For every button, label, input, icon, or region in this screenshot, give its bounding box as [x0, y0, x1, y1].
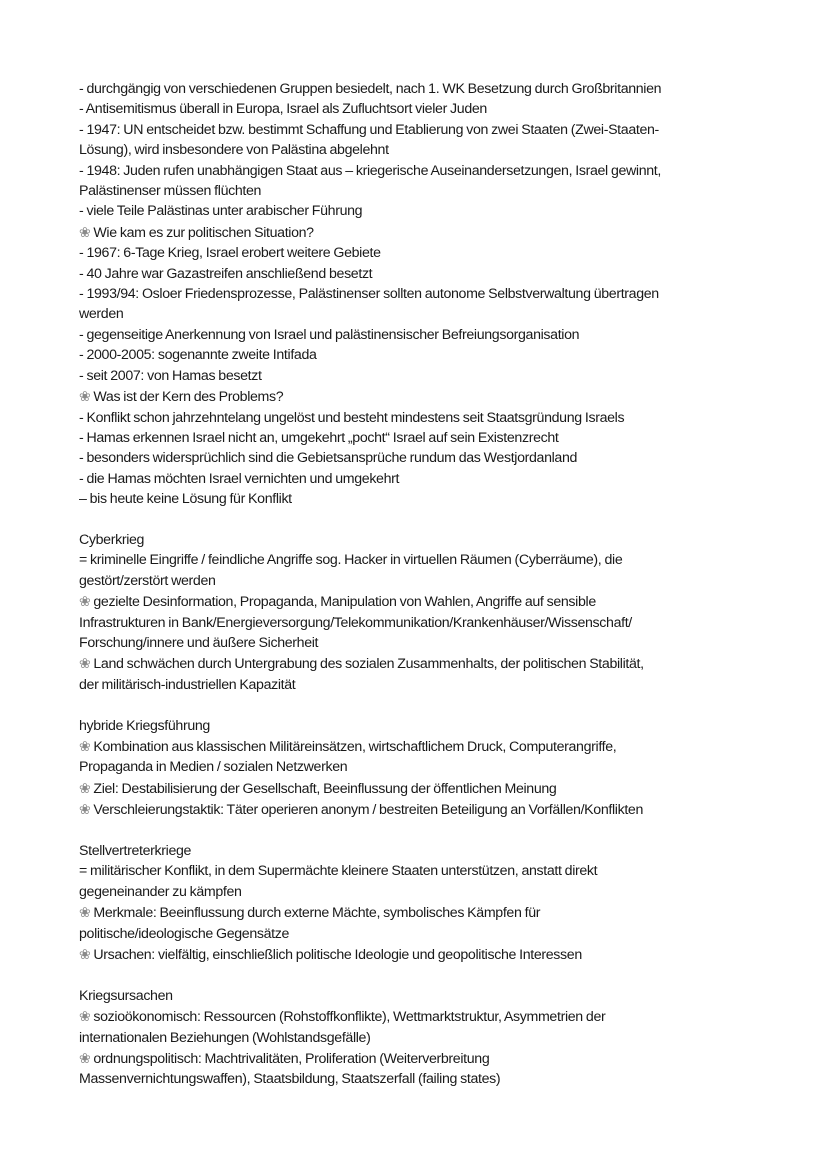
- line-text: gegeneinander zu kämpfen: [79, 883, 242, 900]
- line-text: gestört/zerstört werden: [79, 572, 216, 589]
- line-text: Lösung), wird insbesondere von Palästina abgelehnt: [79, 142, 389, 159]
- line-text: - Konflikt schon jahrzehntelang ungelöst und besteht mindestens seit Staatsgründung Israels: [79, 409, 625, 426]
- section-title: Stellvertreterkriege: [79, 842, 192, 859]
- flower-bullet-item: [79, 944, 779, 965]
- flower-bullet-icon: ❀: [79, 946, 91, 963]
- flower-bullet-icon: ❀: [79, 779, 91, 796]
- line-text: - seit 2007: von Hamas besetzt: [79, 367, 262, 384]
- line-text: Ziel: Destabilisierung der Gesellschaft, Beeinflussung der öffentlichen Meinung: [93, 780, 557, 797]
- section-spacer: [79, 510, 779, 530]
- line-text: internationalen Beziehungen (Wohlstandsgefälle): [79, 1029, 371, 1046]
- line-text: - 1948: Juden rufen unabhängigen Staat aus – kriegerische Auseinandersetzungen, Israel gewinnt,: [79, 162, 661, 179]
- line-text: ordnungspolitisch: Machtrivalitäten, Proliferation (Weiterverbreitung: [93, 1051, 490, 1068]
- continuation-line: [79, 181, 779, 201]
- line-text: Forschung/innere und äußere Sicherheit: [79, 634, 319, 651]
- section-stellvertreter: [79, 841, 779, 965]
- line-text: = militärischer Konflikt, in dem Supermächte kleinere Staaten unterstützen, anstatt direkt: [79, 863, 598, 880]
- flower-bullet-icon: ❀: [79, 904, 91, 921]
- continuation-line: [79, 140, 779, 160]
- section-title: Cyberkrieg: [79, 531, 145, 548]
- dash-bullet-item: [79, 161, 779, 181]
- line-text: Ursachen: vielfältig, einschließlich politische Ideologie und geopolitische Interessen: [93, 947, 582, 964]
- flower-bullet-icon: ❀: [79, 388, 91, 405]
- dash-bullet-item: [79, 99, 779, 119]
- line-text: - 1967: 6-Tage Krieg, Israel erobert weitere Gebiete: [79, 245, 381, 262]
- flower-bullet-icon: ❀: [79, 1050, 91, 1067]
- line-text: = kriminelle Eingriffe / feindliche Angriffe sog. Hacker in virtuellen Räumen (Cyberräume), die: [79, 552, 623, 569]
- definition-line: [79, 861, 779, 881]
- flower-bullet-item: [79, 591, 779, 612]
- flower-bullet-item: [79, 736, 779, 757]
- line-text: - Antisemitismus überall in Europa, Israel als Zufluchtsort vieler Juden: [79, 101, 487, 118]
- continuation-line: [79, 633, 779, 653]
- flower-bullet-icon: ❀: [79, 223, 91, 240]
- line-text: politische/ideologische Gegensätze: [79, 925, 290, 942]
- continuation-line: [79, 304, 779, 324]
- line-text: Kombination aus klassischen Militäreinsätzen, wirtschaftlichem Druck, Computerangriffe,: [93, 738, 617, 755]
- line-text: - 1947: UN entscheidet bzw. bestimmt Schaffung und Etablierung von zwei Staaten (Zwei-Staaten-: [79, 121, 659, 138]
- section-nahost: [79, 79, 779, 510]
- line-text: gezielte Desinformation, Propaganda, Manipulation von Wahlen, Angriffe auf sensible: [93, 594, 596, 611]
- dash-bullet-item: [79, 284, 779, 304]
- line-text: - Hamas erkennen Israel nicht an, umgekehrt „pocht“ Israel auf sein Existenzrecht: [79, 429, 559, 446]
- dash-bullet-item: [79, 120, 779, 140]
- line-text: der militärisch-industriellen Kapazität: [79, 676, 296, 693]
- line-text: Massenvernichtungswaffen), Staatsbildung, Staatszerfall (failing states): [79, 1071, 501, 1088]
- continuation-line: [79, 675, 779, 695]
- flower-bullet-item: [79, 778, 779, 799]
- dash-bullet-item: [79, 243, 779, 263]
- continuation-line: [79, 1028, 779, 1048]
- dash-bullet-item: [79, 428, 779, 448]
- dash-bullet-item: [79, 325, 779, 345]
- flower-bullet-item: [79, 1048, 779, 1069]
- line-text: Was ist der Kern des Problems?: [93, 389, 284, 406]
- line-text: Infrastrukturen in Bank/Energieversorgung/Telekommunikation/Krankenhäuser/Wissenschaft/: [79, 614, 632, 631]
- flower-bullet-item: [79, 902, 779, 923]
- line-text: Palästinenser müssen flüchten: [79, 183, 262, 200]
- section-spacer: [79, 821, 779, 841]
- line-text: - 40 Jahre war Gazastreifen anschließend besetzt: [79, 265, 373, 282]
- dash-bullet-item: [79, 408, 779, 428]
- section-kriegsursachen: [79, 986, 779, 1090]
- section-hybrid: [79, 716, 779, 821]
- line-text: - 1993/94: Osloer Friedensprozesse, Palästinenser sollten autonome Selbstverwaltung übertragen: [79, 286, 659, 303]
- continuation-line: [79, 757, 779, 777]
- line-text: Land schwächen durch Untergrabung des sozialen Zusammenhalts, der politischen Stabilität,: [93, 656, 644, 673]
- flower-bullet-item: [79, 653, 779, 674]
- continuation-line: [79, 1069, 779, 1089]
- line-text: - gegenseitige Anerkennung von Israel und palästinensischer Befreiungsorganisation: [79, 326, 580, 343]
- section-cyberkrieg: [79, 530, 779, 695]
- section-title: Kriegsursachen: [79, 987, 173, 1004]
- flower-bullet-icon: ❀: [79, 737, 91, 754]
- continuation-line: [79, 613, 779, 633]
- line-text: werden: [79, 306, 124, 323]
- flower-bullet-item: [79, 1006, 779, 1027]
- flower-bullet-icon: ❀: [79, 1008, 91, 1025]
- section-title: hybride Kriegsführung: [79, 717, 210, 734]
- line-text: - besonders widersprüchlich sind die Gebietsansprüche rundum das Westjordanland: [79, 450, 578, 467]
- flower-bullet-icon: ❀: [79, 593, 91, 610]
- line-text: - viele Teile Palästinas unter arabischer Führung: [79, 203, 363, 220]
- line-text: – bis heute keine Lösung für Konflikt: [79, 491, 292, 508]
- flower-bullet-item: [79, 386, 779, 407]
- section-spacer: [79, 965, 779, 985]
- flower-bullet-item: [79, 799, 779, 820]
- dash-bullet-item: [79, 79, 779, 99]
- section-spacer: [79, 695, 779, 715]
- dash-bullet-item: [79, 489, 779, 509]
- dash-bullet-item: [79, 366, 779, 386]
- dash-bullet-item: [79, 201, 779, 221]
- dash-bullet-item: [79, 264, 779, 284]
- line-text: sozioökonomisch: Ressourcen (Rohstoffkonflikte), Wettmarktstruktur, Asymmetrien der: [93, 1009, 606, 1026]
- line-text: Merkmale: Beeinflussung durch externe Mächte, symbolisches Kämpfen für: [93, 905, 541, 922]
- flower-bullet-item: [79, 222, 779, 243]
- line-text: Verschleierungstaktik: Täter operieren anonym / bestreiten Beteiligung an Vorfällen/Konflikten: [93, 802, 643, 819]
- line-text: Propaganda in Medien / sozialen Netzwerken: [79, 759, 348, 776]
- dash-bullet-item: [79, 448, 779, 468]
- line-text: - die Hamas möchten Israel vernichten und umgekehrt: [79, 470, 400, 487]
- flower-bullet-icon: ❀: [79, 655, 91, 672]
- continuation-line: [79, 882, 779, 902]
- dash-bullet-item: [79, 469, 779, 489]
- document-page: [79, 79, 779, 1090]
- line-text: - durchgängig von verschiedenen Gruppen besiedelt, nach 1. WK Besetzung durch Großbritannien: [79, 81, 662, 97]
- continuation-line: [79, 924, 779, 944]
- dash-bullet-item: [79, 345, 779, 365]
- definition-line: [79, 550, 779, 570]
- line-text: - 2000-2005: sogenannte zweite Intifada: [79, 347, 317, 364]
- flower-bullet-icon: ❀: [79, 801, 91, 818]
- continuation-line: [79, 571, 779, 591]
- line-text: Wie kam es zur politischen Situation?: [93, 224, 314, 241]
